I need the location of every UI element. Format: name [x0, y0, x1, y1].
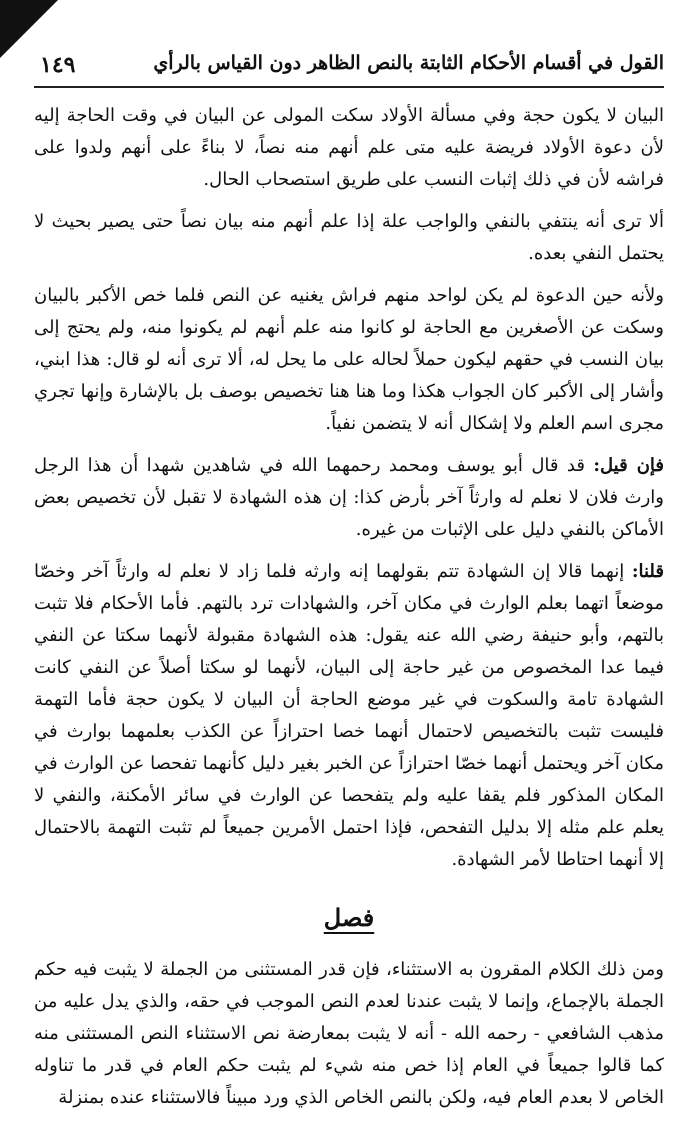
- section-paragraph: [34, 954, 664, 1114]
- paragraph-1-text: البيان لا يكون حجة وفي مسألة الأولاد سكت المولى عن البيان في وقت الحاجة إليه لأن دعوة الأولاد فريضة عليه متى علم أنهم منه نصاً، لا بناءً على أنهم ولدوا على فراشه لأن في ذلك إثبات النسب على طريق استصحاب الحال.: [34, 105, 664, 190]
- paragraph-1: [34, 100, 664, 196]
- paragraph-4: [34, 450, 664, 546]
- paragraph-3: [34, 280, 664, 440]
- running-title: القول في أقسام الأحكام الثابتة بالنص الظاهر دون القياس بالرأي: [153, 52, 664, 74]
- objection-label: فإن قيل:: [593, 455, 664, 476]
- paragraph-2-text: ألا ترى أنه ينتفي بالنفي والواجب علة إذا علم أنهم منه بيان نصاً حتى يصير بحيث لا يحتمل النفي بعده.: [34, 211, 664, 264]
- section-paragraph-text: ومن ذلك الكلام المقرون به الاستثناء، فإن قدر المستثنى من الجملة لا يثبت فيه حكم الجملة بالإجماع، وإنما لا يثبت عندنا لعدم النص الموجب في حقه، والذي يدل عليه من مذهب الشافعي - رحمه الله - أنه لا يثبت بمعارضة نص الاستثناء النص المستثنى منه كما قالوا جميعاً في العام إذا خص منه شيء لم يثبت حكم العام في قدر ما تناوله الخاص لا بعدم العام فيه، ولكن بالنص الخاص الذي ورد مبيناً فالاستثناء عنده بمنزلة: [34, 959, 664, 1108]
- paragraph-5: [34, 556, 664, 876]
- paragraph-2: [34, 206, 664, 270]
- paragraph-5-text: إنهما قالا إن الشهادة تتم بقولهما إنه وارثه فلما زاد لا نعلم له وارثاً آخر وخصّا موضعاً اتهما بعلم الوارث في مكان آخر، والشهادات ترد بالتهم. فأما الأحكام فلا تثبت بالتهم، وأبو حنيفة رضي الله عنه يقول: هذه الشهادة مقبولة لأنهما سكتا عن النفي فيما عدا المخصوص من غير حاجة إلى البيان، لأنهما لو سكتا أصلاً عن النفي كانت الشهادة تامة والسكوت في غير موضع الحاجة أن البيان لا يكون حجة فأما التهمة فليست تثبت بالتخصيص لاحتمال أنهما خصا احترازاً عن الكذب بعلمهما بوارث في مكان آخر ويحتمل أنهما خصّا احترازاً عن الخبر بغير دليل كأنهما تفحصا عن الوارث في المكان المذكور فلم يقفا عليه ولم يتفحصا عن الوارث في سائر الأمكنة، والنفي لا يعلم علم مثله إلا بدليل التفحص، فإذا احتمل الأمرين جميعاً لم تثبت التهمة بالاحتمال إلا أنهما احتاطا لأمر الشهادة.: [34, 561, 664, 870]
- paragraph-4-text: قد قال أبو يوسف ومحمد رحمهما الله في شاهدين شهدا أن هذا الرجل وارث فلان لا نعلم له وارثاً آخر بأرض كذا: إن هذه الشهادة لا تقبل لأن تخصيص بعض الأماكن بالنفي دليل على الإثبات من غيره.: [34, 455, 664, 540]
- paragraph-3-text: ولأنه حين الدعوة لم يكن لواحد منهم فراش يغنيه عن النص فلما خص الأكبر بالبيان وسكت عن الأصغرين مع الحاجة لو كانوا منه علم أنهم لم يكونوا منه، ولم يحتج إلى بيان النسب في حقهم ليكون حملاً لحاله على ما يحل له، ألا ترى أنه لو قال: هذا ابني، وأشار إلى الأكبر كان الجواب هكذا وما هنا هنا تخصيص بوصف بل بالإشارة وإنها تجري مجرى اسم العلم ولا إشكال أنه لا يتضمن نفياً.: [34, 285, 664, 434]
- reply-label: قلنا:: [631, 561, 664, 582]
- page-header: [34, 44, 664, 88]
- section-heading: فصل: [323, 903, 375, 932]
- page-body: [34, 100, 664, 1124]
- page-number: ١٤٩: [40, 52, 76, 78]
